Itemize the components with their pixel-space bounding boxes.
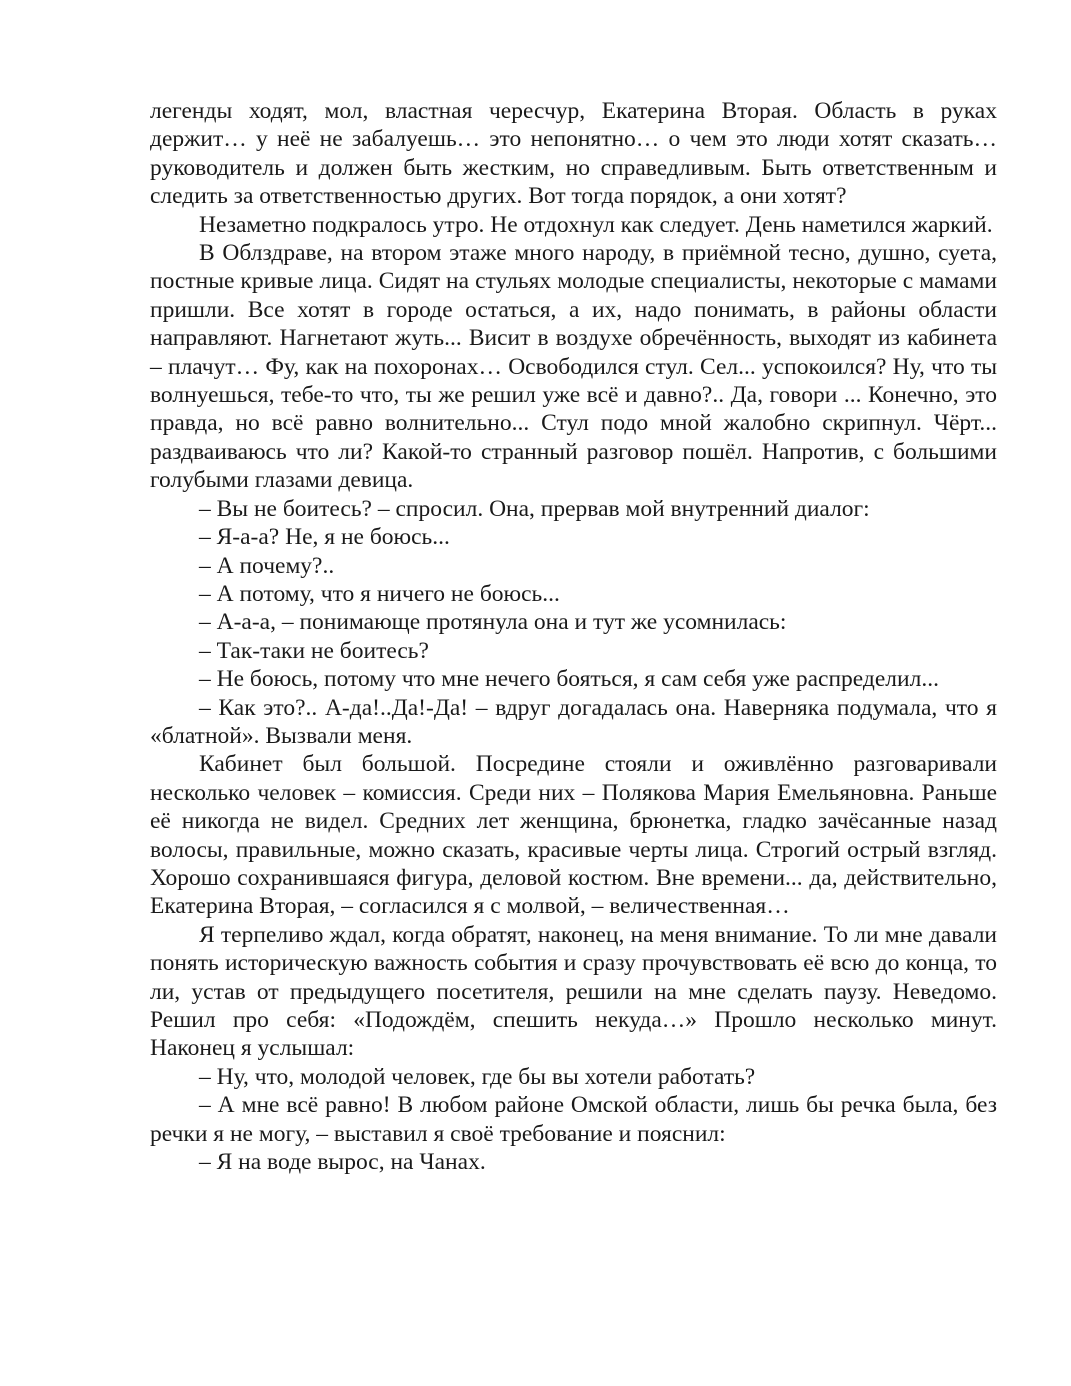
dialogue-line: – Как это?.. А-да!..Да!-Да! – вдруг догадалась она. Наверняка подумала, что я «блатной». Вызвали меня. xyxy=(150,694,997,749)
document-page xyxy=(150,97,997,1176)
dialogue-line: – А мне всё равно! В любом районе Омской области, лишь бы речка была, без речки я не могу, – выставил я своё требование и пояснил: xyxy=(150,1092,997,1147)
dialogue-line: – А-а-а, – понимающе протянула она и тут же усомнилась: xyxy=(199,609,787,636)
paragraph: В Облздраве, на втором этаже много народу, в приёмной тесно, душно, суета, постные кривые лица. Сидят на стульях молодые специалисты, некоторые с мамами пришли. Все хотят в городе остаться, а их, надо понимать, в районы области направляют. Нагнетают жуть... Висит в воздухе обречённость, выходят из кабинета – плачут… Фу, как на похоронах… Освободился стул. Сел... успокоился? Ну, что ты волнуешься, тебе-то что, ты же решил уже всё и давно?.. Да, говори ... Конечно, это правда, но всё равно волнительно... Стул подо мной жалобно скрипнул. Чёрт... раздваиваюсь что ли? Какой-то странный разговор пошёл. Напротив, с большими голубыми глазами девица. xyxy=(150,240,997,494)
dialogue-line: – Я-а-а? Не, я не боюсь... xyxy=(199,524,450,551)
paragraph: Незаметно подкралось утро. Не отдохнул как следует. День наметился жаркий. xyxy=(199,211,993,238)
dialogue-line: – Вы не боитесь? – спросил. Она, прервав мой внутренний диалог: xyxy=(199,495,870,522)
dialogue-line: – Не боюсь, потому что мне нечего бояться, я сам себя уже распределил... xyxy=(199,666,939,693)
paragraph: Кабинет был большой. Посредине стояли и оживлённо разговаривали несколько человек – комиссия. Среди них – Полякова Мария Емельяновна. Раньше её никогда не видел. Средних лет женщина, брюнетка, гладко зачёсанные назад волосы, правильные, можно сказать, красивые черты лица. Строгий острый взгляд. Хорошо сохранившаяся фигура, деловой костюм. Вне времени... да, действительно, Екатерина Вторая, – согласился я с молвой, – величественная… xyxy=(150,751,997,920)
dialogue-line: – Так-таки не боитесь? xyxy=(199,637,429,664)
dialogue-line: – Ну, что, молодой человек, где бы вы хотели работать? xyxy=(199,1063,756,1090)
paragraph: легенды ходят, мол, властная чересчур, Екатерина Вторая. Область в руках держит… у неё не забалуешь… это непонятно… о чем это люди хотят сказать… руководитель и должен быть жестким, но справедливым. Быть ответственным и следить за ответственностью других. Вот тогда порядок, а они хотят? xyxy=(150,98,997,210)
dialogue-line: – А потому, что я ничего не боюсь... xyxy=(199,580,560,607)
paragraph: Я терпеливо ждал, когда обратят, наконец, на меня внимание. То ли мне давали понять историческую важность события и сразу прочувствовать её всю до конца, то ли, устав от предыдущего посетителя, решили на мне сделать паузу. Неведомо. Решил про себя: «Подождём, спешить некуда…» Прошло несколько минут. Наконец я услышал: xyxy=(150,921,997,1062)
dialogue-line: – А почему?.. xyxy=(199,552,335,579)
dialogue-line: – Я на воде вырос, на Чанах. xyxy=(199,1149,486,1176)
